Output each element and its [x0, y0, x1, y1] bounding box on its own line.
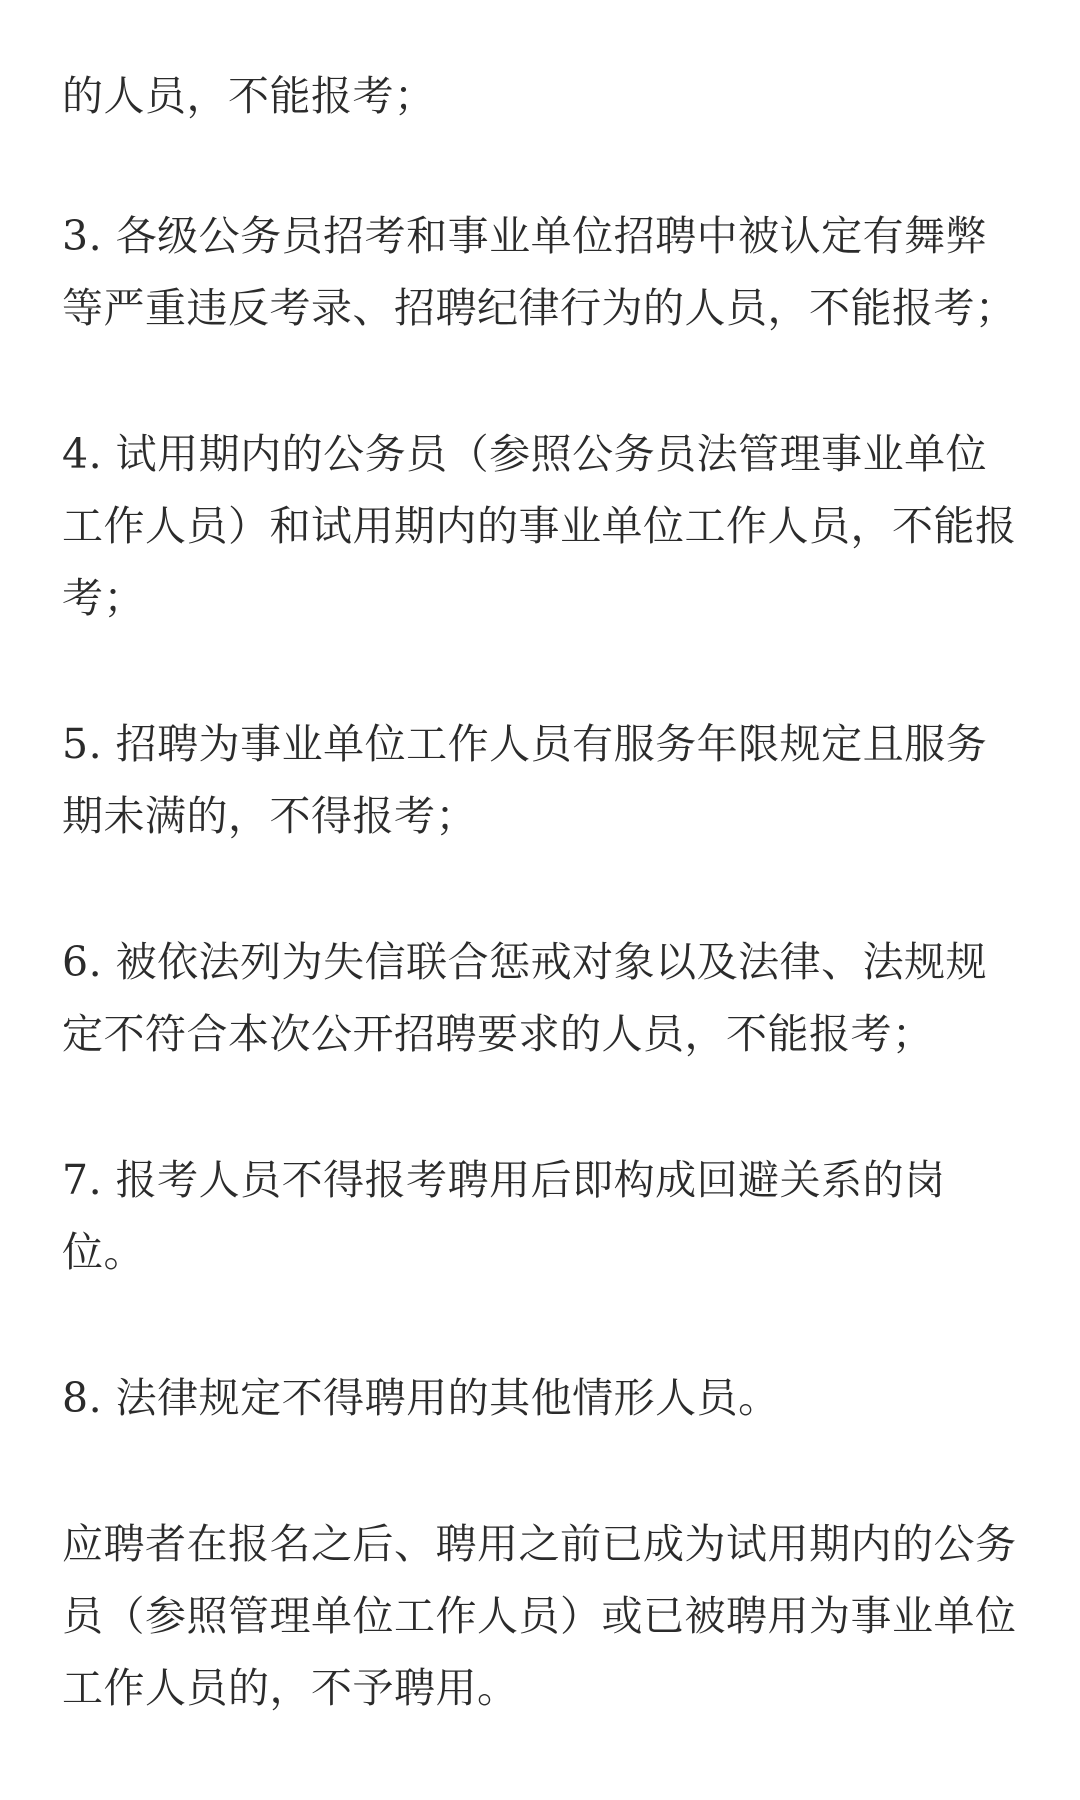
paragraph-item-4: [62, 418, 1022, 634]
text-line: 6. 被依法列为失信联合惩戒对象以及法律、法规规: [62, 938, 988, 986]
text-line: 的人员，不能报考；: [62, 72, 436, 120]
paragraph-note: [62, 1508, 1022, 1724]
text-line: 应聘者在报名之后、聘用之前已成为试用期内的公务: [62, 1520, 1017, 1568]
paragraph-item-7: [62, 1144, 1022, 1288]
text-line: 位。: [62, 1228, 145, 1276]
text-line: 工作人员）和试用期内的事业单位工作人员，不能报: [62, 502, 1017, 550]
text-line: 8. 法律规定不得聘用的其他情形人员。: [62, 1374, 780, 1422]
paragraph-item-5: [62, 708, 1022, 852]
text-line: 7. 报考人员不得报考聘用后即构成回避关系的岗: [62, 1156, 946, 1204]
text-line: 考；: [62, 574, 145, 622]
text-line: 员（参照管理单位工作人员）或已被聘用为事业单位: [62, 1592, 1017, 1640]
paragraph-item-3: [62, 200, 1022, 344]
text-line: 期未满的，不得报考；: [62, 792, 477, 840]
paragraph-continuation: [62, 60, 1022, 132]
text-line: 工作人员的，不予聘用。: [62, 1664, 519, 1712]
text-line: 等严重违反考录、招聘纪律行为的人员，不能报考；: [62, 284, 1017, 332]
text-line: 定不符合本次公开招聘要求的人员，不能报考；: [62, 1010, 934, 1058]
text-line: 3. 各级公务员招考和事业单位招聘中被认定有舞弊: [62, 212, 988, 260]
paragraph-item-8: [62, 1362, 1022, 1434]
text-line: 4. 试用期内的公务员（参照公务员法管理事业单位: [62, 430, 988, 478]
paragraph-item-6: [62, 926, 1022, 1070]
text-line: 5. 招聘为事业单位工作人员有服务年限规定且服务: [62, 720, 988, 768]
